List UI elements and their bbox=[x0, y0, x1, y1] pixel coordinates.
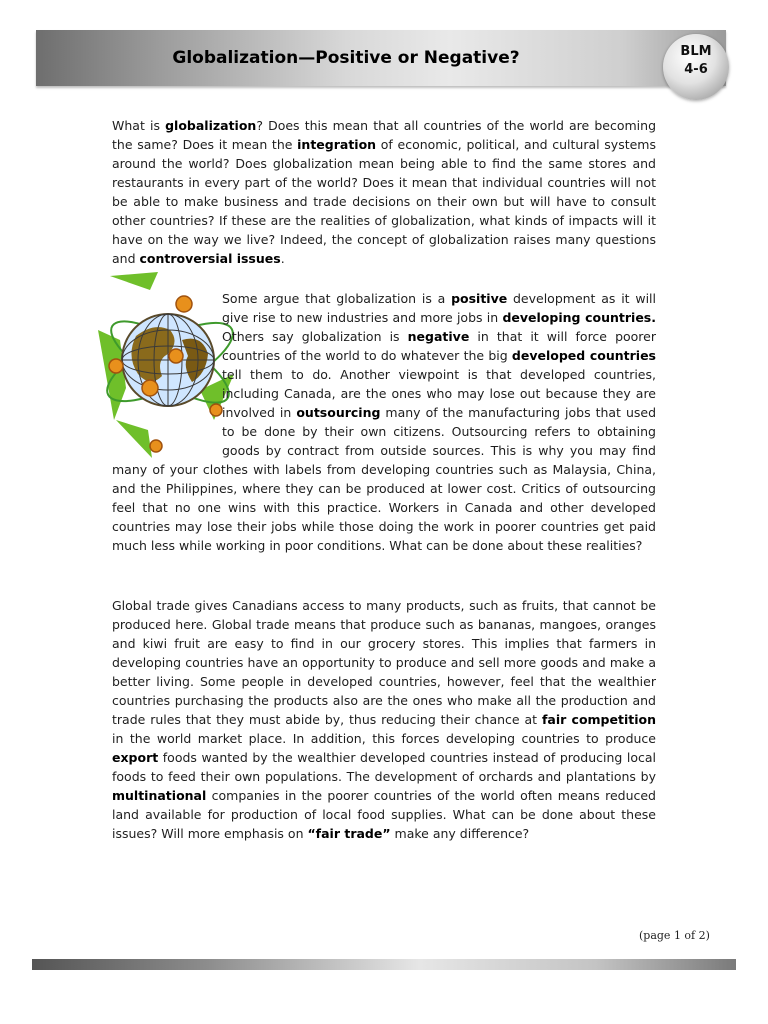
page-title: Globalization—Positive or Negative? bbox=[172, 48, 520, 68]
text-run: foods wanted by the wealthier developed countries instead of producing local foods to feed their own populations. The development of orchards and plantations by bbox=[112, 750, 656, 784]
keyword-controversial-issues: controversial issues bbox=[139, 251, 281, 266]
badge-label: BLM bbox=[680, 44, 712, 59]
page-number: (page 1 of 2) bbox=[639, 929, 710, 942]
text-run: of economic, political, and cultural systems around the world? Does globalization mean being able to find the same stores and restaurants in every part of the world? Does it mean that individual countries will not be able to make business and trade decisions on their own but will have to consult other countries? If these are the realities of globalization, what kinds of impacts will it have on the way we live? Indeed, the concept of globalization raises many questions and bbox=[112, 137, 656, 266]
text-run: in the world market place. In addition, this forces developing countries to produce bbox=[112, 731, 656, 746]
green-arrow-icon bbox=[110, 272, 158, 290]
keyword-export: export bbox=[112, 750, 159, 765]
text-run: Global trade gives Canadians access to many products, such as fruits, that cannot be produced here. Global trade means that produce such as bananas, mangoes, oranges and kiwi fruit are easy to find in our grocery stores. This implies that farmers in developing countries have an opportunity to produce and sell more goods and make a better living. Some people in developed countries, however, feel that the wealthier countries purchasing the products also are the ones who make all the production and trade rules that they must abide by, thus reducing their chance at bbox=[112, 598, 656, 727]
keyword-fair-competition: fair competition bbox=[541, 712, 656, 727]
text-run: make any difference? bbox=[390, 826, 530, 841]
intro-paragraph bbox=[112, 116, 656, 268]
keyword-negative: negative bbox=[407, 329, 470, 344]
float-spacer bbox=[112, 289, 222, 457]
badge-number: 4-6 bbox=[684, 62, 708, 77]
keyword-integration: integration bbox=[297, 137, 377, 152]
footer-banner bbox=[32, 959, 736, 970]
text-run: tell them to do. Another viewpoint is that developed countries, including Canada, are the ones who may lose out because they are involved in bbox=[222, 367, 656, 420]
text-run: Some argue that globalization is a bbox=[222, 291, 452, 306]
text-run: in that it will force poorer countries of the world to do whatever the big bbox=[222, 329, 656, 363]
text-run: companies in the poorer countries of the world often means reduced land available for production of local food supplies. What can be done about these issues? Will more emphasis on bbox=[112, 788, 656, 841]
blm-badge bbox=[663, 34, 729, 100]
text-run: . bbox=[280, 251, 285, 266]
keyword-fair-trade: “fair trade” bbox=[307, 826, 391, 841]
global-trade-paragraph bbox=[112, 596, 656, 843]
text-run: development as it will give rise to new industries and more jobs in bbox=[222, 291, 656, 325]
keyword-developing-countries: developing countries. bbox=[502, 310, 656, 325]
keyword-positive: positive bbox=[451, 291, 508, 306]
keyword-globalization: globalization bbox=[165, 118, 257, 133]
text-run: Others say globalization is bbox=[222, 329, 408, 344]
viewpoints-paragraph bbox=[112, 289, 656, 555]
keyword-outsourcing: outsourcing bbox=[296, 405, 381, 420]
keyword-multinational: multinational bbox=[112, 788, 207, 803]
text-run: What is bbox=[112, 118, 166, 133]
text-run: ? Does this mean that all countries of the world are becoming the same? Does it mean the bbox=[112, 118, 657, 152]
keyword-developed-countries: developed countries bbox=[511, 348, 656, 363]
text-run: many of the manufacturing jobs that used to be done by their own citizens. Outsourcing refers to obtaining goods by contract from outside sources. This is why you may find many of your clothes with labels from developing countries such as Malaysia, China, and the Philippines, where they can be produced at lower cost. Critics of outsourcing feel that no one wins with this practice. Workers in Canada and other developed countries may lose their jobs while those doing the work in poorer countries get paid much less while working in poor conditions. What can be done about these realities? bbox=[112, 405, 657, 553]
